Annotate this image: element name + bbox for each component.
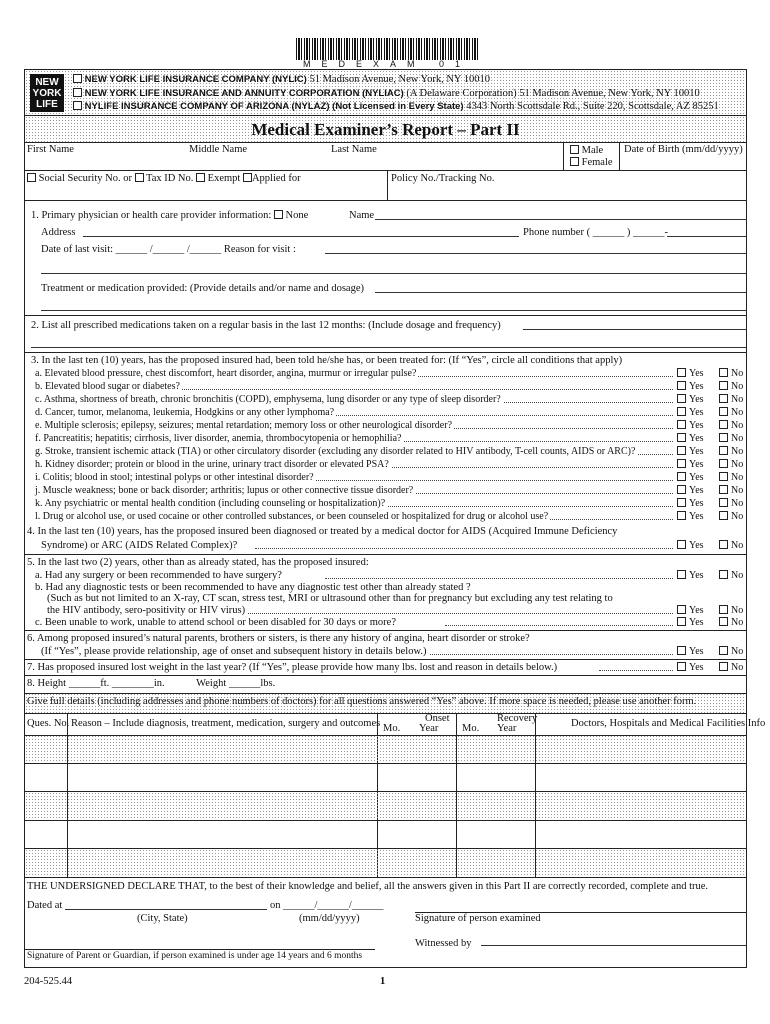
col-onset-mo: Mo. <box>383 723 401 734</box>
q1-phone-label: Phone number ( ______ ) ______- <box>523 227 668 238</box>
q3-item-no[interactable]: No <box>719 394 743 405</box>
q3-item-label: f. Pancreatitis; hepatitis; cirrhosis, liver disorder, anemia, thrombocytopenia or hemophilia? <box>35 433 402 444</box>
q1-none-checkbox[interactable] <box>274 210 283 219</box>
q1-name-line[interactable] <box>375 210 747 220</box>
q3-item-no[interactable]: No <box>719 472 743 483</box>
q3-item-yes[interactable]: Yes <box>677 485 704 496</box>
middle-name-label: Middle Name <box>189 144 248 155</box>
q3-item-yes[interactable]: Yes <box>677 368 704 379</box>
form-number: 204-525.44 <box>24 976 73 987</box>
page-number: 1 <box>380 976 386 987</box>
q3-item-label: a. Elevated blood pressure, chest discomfort, heart disorder, angina, murmur or irregular pulse? <box>35 368 417 379</box>
applied-for-checkbox[interactable] <box>243 173 252 182</box>
q3-item-no[interactable]: No <box>719 381 743 392</box>
q3-item-label: h. Kidney disorder; protein or blood in the urine, urinary tract disorder or elevated PSA? <box>35 459 389 470</box>
q3-item-yes[interactable]: Yes <box>677 394 704 405</box>
col-doctors: Doctors, Hospitals and Medical Facilities Info <box>571 718 766 729</box>
q3-item-yes[interactable]: Yes <box>677 407 704 418</box>
ssn-checkbox[interactable] <box>27 173 36 182</box>
col-recovery: Recovery <box>497 713 538 724</box>
city-state-caption: (City, State) <box>137 913 188 924</box>
q3-item-label: e. Multiple sclerosis; epilepsy, seizures; mental retardation; memory loss or other neurological disorder? <box>35 420 453 431</box>
male-option[interactable]: Male <box>570 145 603 156</box>
table-row[interactable] <box>25 735 746 763</box>
col-reason: Reason – Include diagnosis, treatment, medication, surgery and outcomes <box>71 718 381 729</box>
q5a-yes[interactable]: Yes <box>677 570 704 581</box>
q5b-label-3: the HIV antibody, sero-positivity or HIV virus) <box>47 605 246 616</box>
q3-item-no[interactable]: No <box>719 511 743 522</box>
q5c-no[interactable]: No <box>719 617 743 628</box>
company-nyliac: NEW YORK LIFE INSURANCE AND ANNUITY CORPORATION (NYLIAC) (A Delaware Corporation) 51 Madison Avenue, New York, NY 10010 <box>73 88 700 99</box>
new-york-life-logo: NEW YORK LIFE <box>30 74 64 112</box>
q3-item-yes[interactable]: Yes <box>677 381 704 392</box>
q2-line-2[interactable] <box>31 338 746 348</box>
form <box>24 69 766 968</box>
q6-label-2: (If “Yes”, please provide relationship, age of onset and subsequent history in details below.) <box>41 646 427 657</box>
dated-at-line[interactable] <box>65 900 267 910</box>
details-note: Give full details (including addresses and phone numbers of doctors) for all questions answered “Yes” above. If more space is needed, please use another form. <box>27 696 697 707</box>
title-band <box>25 116 746 142</box>
date-caption: (mm/dd/yyyy) <box>299 913 360 924</box>
table-row[interactable] <box>25 849 746 877</box>
q5a-label: a. Had any surgery or been recommended to have surgery? <box>35 570 282 581</box>
q6-label: 6. Among proposed insured’s natural parents, brothers or sisters, is there any history of angina, heart disorder or stroke? <box>27 633 530 644</box>
on-label: on <box>270 900 281 911</box>
q1-treatment-line[interactable] <box>375 283 746 293</box>
q3-item-yes[interactable]: Yes <box>677 446 704 457</box>
q3-item-no[interactable]: No <box>719 433 743 444</box>
q3-item-yes[interactable]: Yes <box>677 511 704 522</box>
q3-item-no[interactable]: No <box>719 498 743 509</box>
q3-item-yes[interactable]: Yes <box>677 472 704 483</box>
q3-label: 3. In the last ten (10) years, has the proposed insured had, been told he/she has, or been treated for: (If “Yes”, circle all conditions that apply) <box>31 355 623 366</box>
sig-examined-label: Signature of person examined <box>415 913 541 924</box>
col-ques-no: Ques. No. <box>27 718 70 729</box>
q5c-yes[interactable]: Yes <box>677 617 704 628</box>
first-name-label: First Name <box>27 144 74 155</box>
nyliac-checkbox[interactable] <box>73 88 82 97</box>
q3-item-no[interactable]: No <box>719 368 743 379</box>
q5a-no[interactable]: No <box>719 570 743 581</box>
q5-label: 5. In the last two (2) years, other than as already stated, has the proposed insured: <box>27 557 369 568</box>
col-recovery-mo: Mo. <box>462 723 480 734</box>
q3-item-yes[interactable]: Yes <box>677 433 704 444</box>
q4-yes[interactable]: Yes <box>677 540 704 551</box>
declaration: THE UNDERSIGNED DECLARE THAT, to the best of their knowledge and belief, all the answers given in this Part II are correctly recorded, complete and true. <box>27 881 709 892</box>
q4-label-2: Syndrome) or ARC (AIDS Related Complex)? <box>41 540 238 551</box>
tax-id-checkbox[interactable] <box>135 173 144 182</box>
q1-treatment-line-2[interactable] <box>41 301 746 311</box>
q5b-yes[interactable]: Yes <box>677 605 704 616</box>
page-title: Medical Examiner’s Report – Part II <box>251 120 520 139</box>
q3-item-no[interactable]: No <box>719 485 743 496</box>
col-recovery-year: Year <box>497 723 517 734</box>
q1-last-visit: Date of last visit: ______ /______ /______ Reason for visit : <box>41 244 296 255</box>
q3-item-label: g. Stroke, transient ischemic attack (TIA) or other circulatory disorder (excluding any disorder related to HIV antibody, T-cell counts, AIDS or ARC)? <box>35 446 636 457</box>
date-fields[interactable]: ______/______/______ <box>283 900 384 911</box>
q3-item-label: i. Colitis; blood in stool; intestinal polyps or other intestinal disorder? <box>35 472 314 483</box>
q1-address-line[interactable] <box>83 227 519 237</box>
table-row[interactable] <box>25 763 746 791</box>
q7-label: 7. Has proposed insured lost weight in the last year? (If “Yes”, please provide how many lbs. lost and reason in details below.) <box>27 662 558 673</box>
col-onset-year: Year <box>419 723 439 734</box>
q1-reason-line-2[interactable] <box>41 264 746 274</box>
q4-label: 4. In the last ten (10) years, has the proposed insured been diagnosed or treated by a medical doctor for AIDS (Acquired Immune Deficiency <box>27 526 618 537</box>
details-note-band <box>25 693 746 713</box>
q6-no[interactable]: No <box>719 646 743 657</box>
q1-treatment-label: Treatment or medication provided: (Provide details and/or name and dosage) <box>41 283 364 294</box>
q7-no[interactable]: No <box>719 662 743 673</box>
table-row[interactable] <box>25 792 746 820</box>
exempt-checkbox[interactable] <box>196 173 205 182</box>
q2-label: 2. List all prescribed medications taken on a regular basis in the last 12 months: (Include dosage and frequency) <box>31 320 501 331</box>
q3-item-label: b. Elevated blood sugar or diabetes? <box>35 381 180 392</box>
q3-item-no[interactable]: No <box>719 446 743 457</box>
barcode <box>296 38 478 60</box>
policy-no-label: Policy No./Tracking No. <box>391 173 495 184</box>
table-row[interactable] <box>25 820 746 848</box>
q3-item-yes[interactable]: Yes <box>677 459 704 470</box>
witnessed-label: Witnessed by <box>415 938 472 949</box>
q3-item-label: k. Any psychiatric or mental health condition (including counseling or hospitalization)? <box>35 498 386 509</box>
q3-item-no[interactable]: No <box>719 459 743 470</box>
q3-item-label: c. Asthma, shortness of breath, chronic bronchitis (COPD), emphysema, lung disorder or any type of sleep disorder? <box>35 394 501 405</box>
q3-item-no[interactable]: No <box>719 420 743 431</box>
q3-item-label: j. Muscle weakness; bone or back disorder; arthritis; lupus or other connective tissue disorder? <box>35 485 414 496</box>
col-onset: Onset <box>425 713 450 724</box>
company-nylaz: NYLIFE INSURANCE COMPANY OF ARIZONA (NYLAZ) (Not Licensed in Every State) 4343 North Scottsdale Rd., Suite 220, Scottsdale, AZ 85251 <box>73 101 719 112</box>
q4-no[interactable]: No <box>719 540 743 551</box>
q1-name-label: Name <box>349 210 375 221</box>
q3-item-yes[interactable]: Yes <box>677 498 704 509</box>
q3-item-label: l. Drug or alcohol use, or used cocaine or other controlled substances, or been counseled or hospitalized for drug or alcohol use? <box>35 511 549 522</box>
q5b-label-2: (Such as but not limited to an X-ray, CT scan, stress test, MRI or ultrasound other than for pregnancy but excluding any test relating to <box>47 593 613 604</box>
dated-at-label: Dated at <box>27 900 63 911</box>
q1-label: 1. Primary physician or health care provider information: None <box>31 210 309 221</box>
female-option[interactable]: Female <box>570 157 613 168</box>
barcode-text: MEDEXAM 01 <box>302 59 472 69</box>
q1-phone-line[interactable] <box>667 227 746 237</box>
last-name-label: Last Name <box>331 144 377 155</box>
ssn-row: Social Security No. or Tax ID No. Exempt Applied for <box>27 173 301 184</box>
q1-address-label: Address <box>41 227 76 238</box>
nylaz-checkbox[interactable] <box>73 101 82 110</box>
sig-parent-label: Signature of Parent or Guardian, if person examined is under age 14 years and 6 months <box>27 951 363 961</box>
q5b-label: b. Had any diagnostic tests or been recommended to have any diagnostic test other than already stated ? <box>35 582 471 593</box>
q5c-label: c. Been unable to work, unable to attend school or been disabled for 30 days or more? <box>35 617 396 628</box>
q7-yes[interactable]: Yes <box>677 662 704 673</box>
q8-row: 8. Height ______ft. ________in. Weight ______lbs. <box>27 678 276 689</box>
q3-item-no[interactable]: No <box>719 407 743 418</box>
q3-item-yes[interactable]: Yes <box>677 420 704 431</box>
nylic-checkbox[interactable] <box>73 74 82 83</box>
q1-reason-line[interactable] <box>325 244 746 254</box>
q5b-no[interactable]: No <box>719 605 743 616</box>
q6-yes[interactable]: Yes <box>677 646 704 657</box>
dob-label: Date of Birth (mm/dd/yyyy) <box>624 144 743 155</box>
q2-line[interactable] <box>523 320 746 330</box>
q3-item-label: d. Cancer, tumor, melanoma, leukemia, Hodgkins or any other lymphoma? <box>35 407 335 418</box>
witnessed-line[interactable] <box>481 936 746 946</box>
company-header <box>25 70 746 116</box>
company-nylic: NEW YORK LIFE INSURANCE COMPANY (NYLIC) 51 Madison Avenue, New York, NY 10010 <box>73 74 490 85</box>
